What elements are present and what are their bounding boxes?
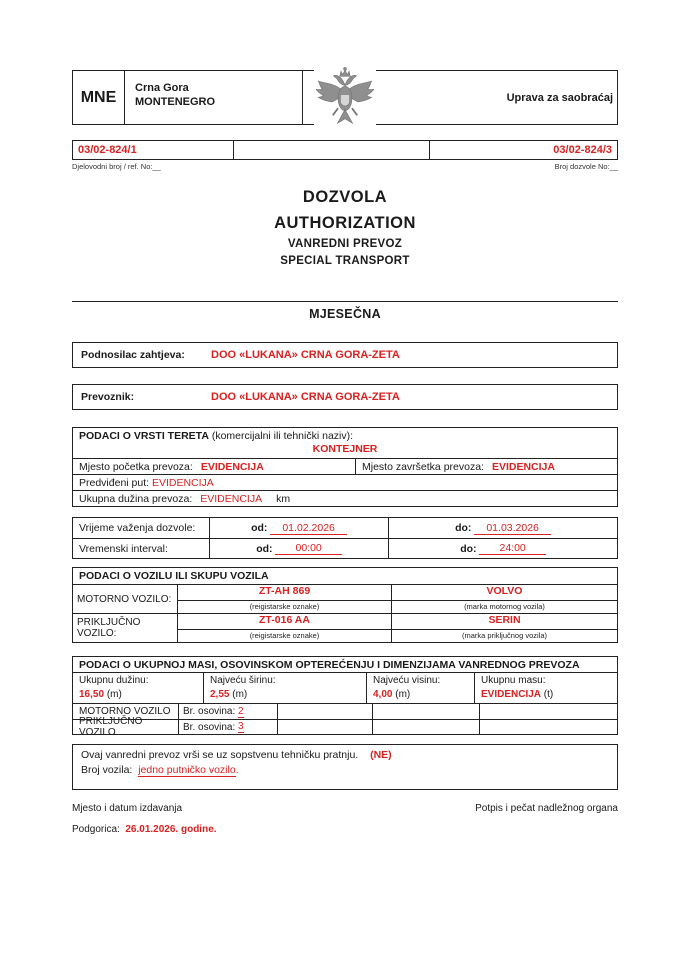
- permit-number-caption: Broj dozvole No:__: [554, 162, 618, 171]
- carrier-box: [72, 384, 618, 410]
- country-name: [125, 71, 303, 124]
- cargo-distance-row: [73, 490, 617, 506]
- escort-section: [72, 744, 618, 790]
- subtitle-vanredni-prevoz: VANREDNI PREVOZ: [287, 238, 403, 250]
- do-label: do:: [455, 522, 472, 534]
- cargo-endpoints-row: [73, 458, 617, 474]
- trailer-vehicle-axles-value: 3: [238, 721, 244, 732]
- motor-vehicle-plate-caption: (reigistarske oznake): [178, 600, 391, 613]
- trailer-vehicle-axles-row: [73, 716, 617, 738]
- country-name-local: Crna Gora: [135, 82, 189, 94]
- dimensions-section: [72, 656, 618, 738]
- cargo-start-cell: [73, 459, 356, 474]
- country-name-en: MONTENEGRO: [135, 96, 216, 108]
- cargo-route-row: [73, 474, 617, 490]
- ref-number-caption: Djelovodni broj / ref. No:__: [72, 162, 161, 171]
- ref-empty-cell: [234, 141, 430, 159]
- trailer-vehicle-row: [73, 613, 617, 642]
- motor-vehicle-axles-value: 2: [238, 705, 244, 717]
- trailer-vehicle-axles-cell: [179, 720, 278, 734]
- validity-date-to-cell: [389, 518, 617, 538]
- empty-cell: [373, 720, 480, 734]
- title-authorization: AUTHORIZATION: [274, 214, 416, 232]
- max-height-label: Najveću visinu:: [373, 675, 441, 686]
- permit-period: MJESEČNA: [309, 307, 381, 321]
- issue-place: Podgorica:: [72, 824, 120, 835]
- subtitle-special-transport: SPECIAL TRANSPORT: [280, 255, 410, 267]
- motor-vehicle-axles-cell: [179, 704, 278, 719]
- escort-line1: [81, 748, 609, 763]
- cargo-distance-value: EVIDENCIJA: [200, 492, 263, 505]
- validity-dates-row: [73, 518, 617, 538]
- applicant-box: [72, 342, 618, 368]
- validity-interval-label: Vremenski interval:: [73, 539, 210, 558]
- axles-count-label: Br. osovina:: [183, 706, 236, 717]
- total-mass-cell: [475, 673, 617, 703]
- cargo-header-title: PODACI O VRSTI TERETA: [79, 430, 209, 442]
- total-length-cell: [73, 673, 204, 703]
- max-width-unit: (m): [232, 689, 248, 700]
- horizontal-rule: [72, 301, 618, 302]
- cargo-header-note: (komercijalni ili tehnički naziv):: [211, 430, 354, 442]
- od-label: od:: [251, 522, 268, 534]
- issue-date: 26.01.2026. godine.: [125, 824, 217, 835]
- motor-vehicle-make-caption: (marka motornog vozila): [392, 600, 617, 613]
- vehicles-section-header: PODACI O VOZILU ILI SKUPU VOZILA: [73, 568, 617, 585]
- total-mass-value: EVIDENCIJA: [481, 689, 542, 700]
- empty-cell: [278, 720, 373, 734]
- trailer-vehicle-plate: ZT-016 AA: [259, 614, 310, 626]
- carrier-label: Prevoznik:: [81, 391, 135, 403]
- total-length-unit: (m): [106, 689, 122, 700]
- motor-vehicle-axles-label: MOTORNO VOZILO: [73, 704, 179, 719]
- escort-statement: Ovaj vanredni prevoz vrši se uz sopstvenu tehničku pratnju.: [81, 749, 359, 761]
- reference-strip: [72, 140, 618, 160]
- cargo-distance-label: Ukupna dužina prevoza:: [79, 492, 193, 505]
- cargo-end-value: EVIDENCIJA: [491, 460, 555, 473]
- max-height-unit: (m): [395, 689, 411, 700]
- empty-cell: [278, 704, 373, 719]
- max-width-label: Najveću širinu:: [210, 675, 276, 686]
- total-length-value: 16,50: [79, 689, 105, 700]
- max-height-cell: [367, 673, 475, 703]
- max-width-cell: [204, 673, 367, 703]
- cargo-start-value: EVIDENCIJA: [200, 460, 264, 473]
- cargo-route-label: Predviđeni put:: [79, 476, 150, 489]
- title-dozvola: DOZVOLA: [302, 188, 388, 206]
- total-length-label: Ukupnu dužinu:: [79, 675, 149, 686]
- applicant-label: Podnosilac zahtjeva:: [81, 349, 185, 361]
- total-mass-unit: (t): [543, 689, 554, 700]
- validity-section: [72, 517, 618, 559]
- trailer-vehicle-plate-caption: (reigistarske oznake): [178, 629, 391, 642]
- document-header: [72, 70, 618, 125]
- trailer-vehicle-make: SERIN: [488, 614, 521, 626]
- motor-vehicle-plate: ZT-AH 869: [258, 585, 311, 597]
- montenegro-coat-of-arms-icon: [314, 65, 376, 133]
- date-from-value: 01.02.2026: [270, 522, 347, 535]
- motor-vehicle-row: [73, 585, 617, 613]
- od-label-time: od:: [256, 542, 273, 555]
- cargo-route-value: EVIDENCIJA: [151, 476, 214, 489]
- signature-row: [72, 803, 618, 814]
- cargo-end-cell: [356, 461, 617, 473]
- max-height-value: 4,00: [373, 689, 393, 700]
- authority-name: Uprava za saobraćaj: [506, 91, 613, 104]
- validity-time-to-cell: [389, 539, 617, 558]
- time-to-value: 24:00: [479, 542, 545, 555]
- country-code: MNE: [73, 71, 125, 124]
- validity-interval-row: [73, 538, 617, 558]
- motor-vehicle-label: MOTORNO VOZILO:: [73, 585, 178, 613]
- trailer-vehicle-axles-label: PRIKLJUČNO VOZILO: [73, 720, 179, 734]
- time-from-value: 00:00: [275, 542, 341, 555]
- motor-vehicle-make-cell: [392, 585, 617, 613]
- total-mass-label: Ukupnu masu:: [481, 675, 546, 686]
- trailer-vehicle-make-cell: [392, 614, 617, 642]
- trailer-vehicle-label: PRIKLJUČNO VOZILO:: [73, 614, 178, 642]
- cargo-name: KONTEJNER: [312, 443, 378, 455]
- escort-vehicle-count-value: jedno putničko vozilo: [138, 764, 236, 776]
- empty-cell: [480, 704, 617, 719]
- cargo-section: [72, 427, 618, 507]
- trailer-vehicle-make-caption: (marka priključnog vozila): [392, 629, 617, 642]
- escort-line2-period: .: [235, 764, 239, 776]
- max-width-value: 2,55: [210, 689, 230, 700]
- issue-place-line: [72, 824, 618, 835]
- motor-vehicle-plate-cell: [178, 585, 392, 613]
- escort-line2: [81, 763, 609, 778]
- empty-cell: [373, 704, 480, 719]
- escort-vehicle-count-label: Broj vozila:: [81, 764, 133, 776]
- cargo-distance-unit: km: [276, 492, 291, 505]
- ref-number: 03/02-824/1: [73, 141, 234, 159]
- dimensions-values-row: [73, 673, 617, 704]
- dimensions-section-header: PODACI O UKUPNOJ MASI, OSOVINSKOM OPTEREĆENJU I DIMENZIJAMA VANREDNOG PREVOZA: [73, 657, 617, 673]
- empty-cell: [480, 720, 617, 734]
- date-to-value: 01.03.2026: [474, 522, 551, 535]
- cargo-end-label: Mjesto završetka prevoza:: [362, 460, 484, 473]
- permit-number: 03/02-824/3: [553, 144, 612, 156]
- axles-count-label: Br. osovina:: [183, 721, 236, 733]
- validity-date-from-cell: [210, 518, 389, 538]
- applicant-value: DOO «LUKANA» CRNA GORA-ZETA: [211, 349, 400, 361]
- reference-captions: [72, 162, 618, 172]
- do-label-time: do:: [460, 542, 477, 555]
- validity-period-label: Vrijeme važenja dozvole:: [73, 518, 210, 538]
- escort-answer: (NE): [370, 749, 392, 761]
- motor-vehicle-make: VOLVO: [486, 585, 523, 597]
- signature-stamp-label: Potpis i pečat nadležnog organa: [475, 803, 618, 814]
- carrier-value: DOO «LUKANA» CRNA GORA-ZETA: [211, 391, 400, 403]
- cargo-section-header: [73, 428, 617, 443]
- document-title: [72, 184, 618, 270]
- trailer-vehicle-plate-cell: [178, 614, 392, 642]
- vehicles-section: [72, 567, 618, 643]
- cargo-start-label: Mjesto početka prevoza:: [79, 460, 193, 473]
- issue-place-date-label: Mjesto i datum izdavanja: [72, 803, 183, 814]
- validity-time-from-cell: [210, 539, 389, 558]
